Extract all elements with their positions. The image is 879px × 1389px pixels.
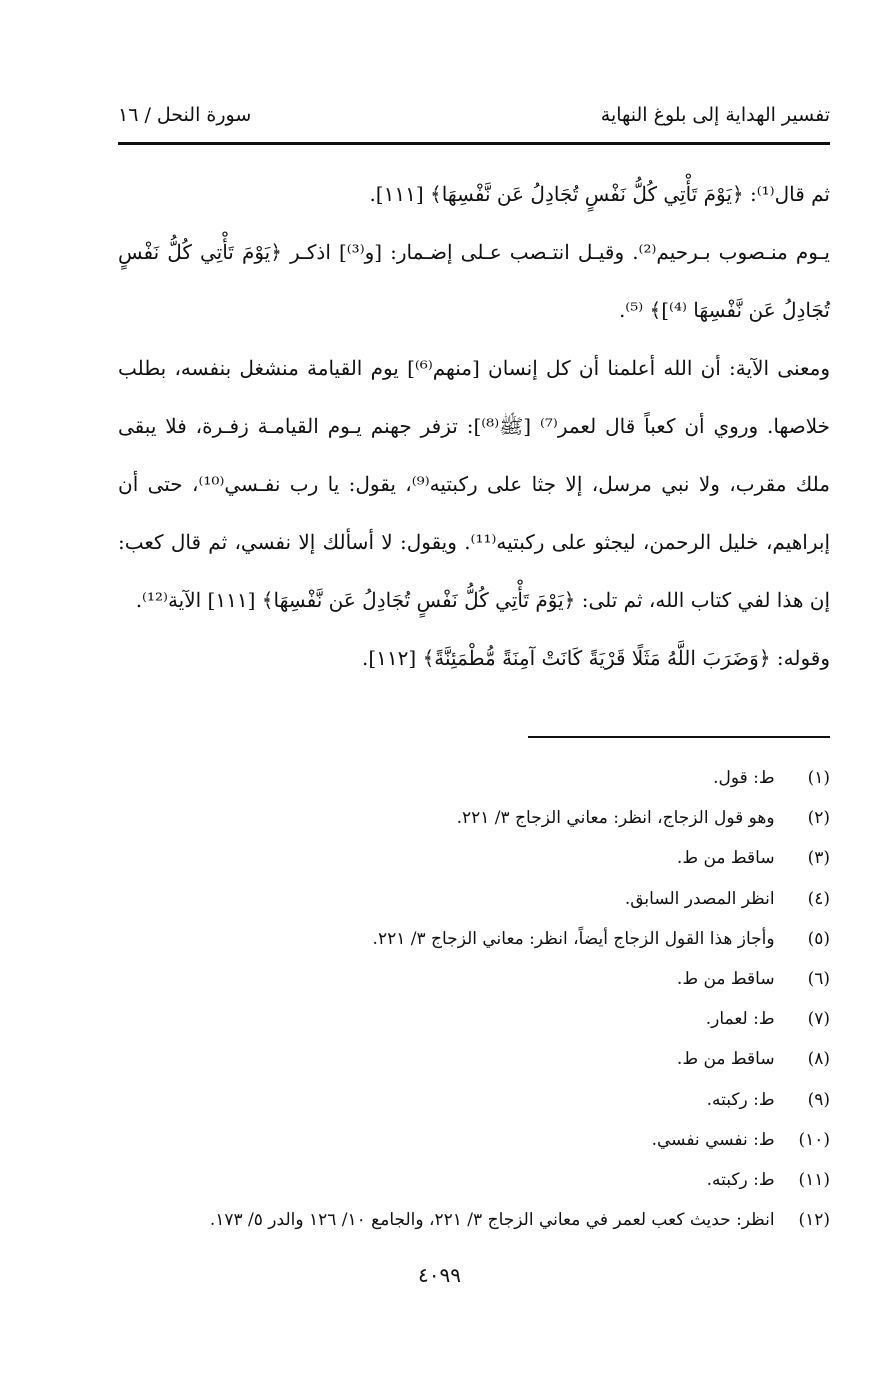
footnote-item (118, 919, 830, 959)
footnote-number: (٤) (807, 888, 830, 909)
footnote-item (118, 1080, 830, 1120)
footnote-item (118, 758, 830, 798)
footnote-number: (٧) (807, 1009, 830, 1030)
footnote-number: (١٢) (798, 1210, 830, 1231)
paragraph-1: ثم قال⁽¹⁾: ﴿يَوْمَ تَأْتِي كُلُّ نَفْسٍ تُجَادِلُ عَن نَّفْسِهَا﴾ [١١١]. (369, 182, 830, 206)
footnotes (118, 758, 830, 1240)
footnote-text: ط: ركبته. (706, 1089, 775, 1110)
running-header (118, 102, 830, 136)
footnote-text: ط: لعمار. (705, 1009, 775, 1030)
page-number: ٤٠٩٩ (418, 1263, 461, 1287)
footnote-number: (٨) (807, 1049, 830, 1070)
paragraph-2: يـوم منـصوب بـرحيم⁽²⁾. وقيـل انتـصب عـلى إضـمار: [و⁽³⁾] اذكـر ﴿يَوْمَ تَأْتِي كُلُّ نَفْسٍ تُجَادِلُ عَن نَّفْسِهَا ⁽⁴⁾]﴾ ⁽⁵⁾. (118, 240, 830, 322)
footnote-number: (٣) (807, 848, 830, 869)
paragraph-3: ومعنى الآية: أن الله أعلمنا أن كل إنسان [منهم⁽⁶⁾] يوم القيامة منشغل بنفسه، بطلب خلاصها. وروي أن كعباً قال لعمر⁽⁷⁾ [ﷺ⁽⁸⁾]: تزفر جهنم يـوم القيامـة زفـرة، فلا يبقى ملك مقرب، ولا نبي مرسل، إلا جثا على ركبتيه⁽⁹⁾، يقول: يا رب نفـسي⁽¹⁰⁾، حتى أن إبراهيم، خليل الرحمن، ليجثو على ركبتيه⁽¹¹⁾. ويقول: لا أسألك إلا نفسي، ثم قال كعب: إن هذا لفي كتاب الله، ثم تلى: ﴿يَوْمَ تَأْتِي كُلُّ نَفْسٍ تُجَادِلُ عَن نَّفْسِهَا﴾ [١١١] الآية⁽¹²⁾. (118, 356, 831, 612)
surah-label: سورة النحل / ١٦ (118, 104, 252, 126)
footnote-text: ط: ركبته. (706, 1169, 775, 1190)
footnote-text: وأجاز هذا القول الزجاج أيضاً، انظر: معاني الزجاج ٣/ ٢٢١. (372, 928, 775, 949)
footnote-item (118, 879, 830, 919)
footnote-text: ط: قول. (713, 768, 775, 788)
footnote-item (118, 959, 830, 999)
footnote-text: انظر: حديث كعب لعمر في معاني الزجاج ٣/ ٢٢١، والجامع ١٠/ ١٢٦ والدر ٥/ ١٧٣. (209, 1210, 775, 1231)
footnote-item (118, 1120, 830, 1160)
footnote-number: (٦) (807, 968, 830, 989)
footnote-item (118, 1039, 830, 1079)
footnote-item (118, 798, 830, 838)
footnote-item (118, 1200, 830, 1240)
footnote-separator (528, 736, 830, 738)
footnote-text: ساقط من ط. (676, 848, 775, 869)
footnote-text: انظر المصدر السابق. (624, 888, 775, 909)
footnote-item (118, 1160, 830, 1200)
book-title: تفسير الهداية إلى بلوغ النهاية (600, 104, 830, 126)
main-text (118, 165, 830, 687)
paragraph-4: وقوله: ﴿وَضَرَبَ اللَّهُ مَثَلًا قَرْيَةً كَانَتْ آمِنَةً مُّطْمَئِنَّةً﴾ [١١٢]. (362, 646, 830, 670)
footnote-item (118, 999, 830, 1039)
footnote-item (118, 838, 830, 878)
footnote-text: ط: نفسي نفسي. (651, 1129, 775, 1150)
footnote-number: (١١) (798, 1169, 830, 1190)
footnote-text: ساقط من ط. (676, 968, 775, 989)
footnote-number: (٢) (807, 808, 830, 829)
footnote-text: وهو قول الزجاج، انظر: معاني الزجاج ٣/ ٢٢١. (456, 808, 775, 829)
footnote-number: (١) (807, 768, 830, 788)
footnote-text: ساقط من ط. (676, 1049, 775, 1070)
header-rule (118, 142, 830, 145)
footnote-number: (٥) (807, 928, 830, 949)
footnote-number: (١٠) (798, 1129, 830, 1150)
footnote-number: (٩) (807, 1089, 830, 1110)
